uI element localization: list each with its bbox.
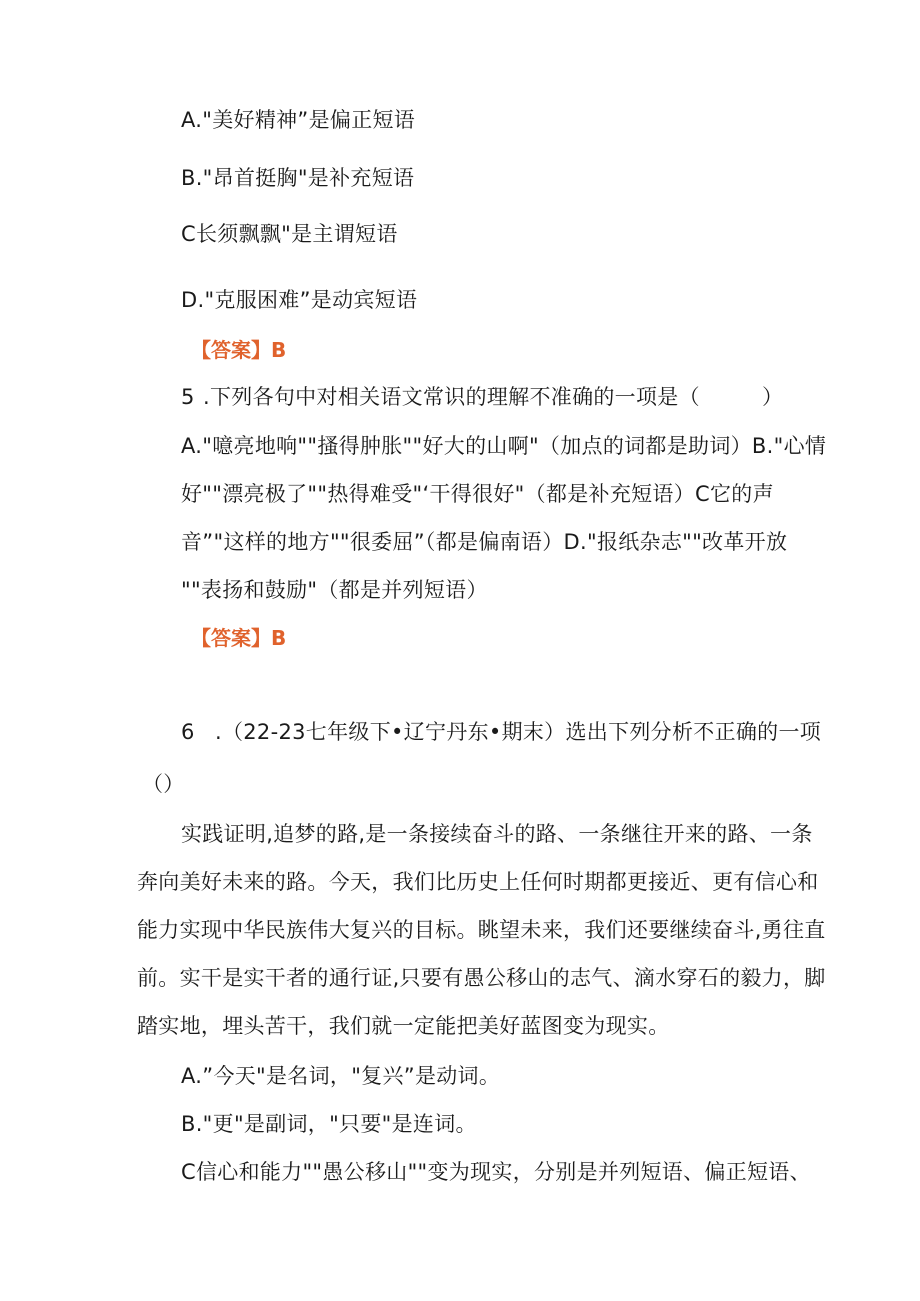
q6-number: 6 [181, 720, 195, 744]
q6-passage-line: 实践证明,追梦的路,是一条接续奋斗的路、一条继往开来的路、一条 [181, 822, 813, 846]
q6-option-a: A.”今天"是名词，"复兴”是动词。 [181, 1064, 501, 1088]
q4-option-d: D."克服困难”是动宾短语 [181, 288, 418, 312]
q4-option-c: C长须飘飘"是主谓短语 [181, 222, 398, 246]
q5-paren-close: ） [762, 385, 784, 409]
q5-text-line: 音”"这样的地方""很委屈”（都是偏南语）D."报纸杂志""改革开放 [181, 530, 788, 554]
q4-option-b: B."昂首挺胸"是补充短语 [181, 166, 415, 190]
q5-stem: .下列各句中对相关语文常识的理解不准确的一项是（ [203, 385, 700, 409]
q5-answer: 【答案】B [191, 626, 287, 650]
q6-passage-line: 前。实干是实干者的通行证,只要有愚公移山的志气、滴水穿石的毅力，脚 [137, 966, 826, 990]
q5-number: 5 [181, 385, 195, 409]
q5-text-line: A."噫亮地响""搔得肿胀""好大的山啊"（加点的词都是助词）B."心情 [181, 434, 827, 458]
q4-answer: 【答案】B [191, 338, 287, 362]
q6-passage-line: 奔向美好未来的路。今天，我们比历史上任何时期都更接近、更有信心和 [137, 870, 819, 894]
q6-option-c: C信心和能力""愚公移山""变为现实，分别是并列短语、偏正短语、 [181, 1160, 811, 1184]
q5-stem-line [181, 385, 700, 410]
q6-passage-line: 踏实地，埋头苦干，我们就一定能把美好蓝图变为现实。 [137, 1014, 670, 1038]
q4-option-a: A."美好精神”是偏正短语 [181, 108, 416, 132]
q6-passage-line: 能力实现中华民族伟大复兴的目标。眺望未来，我们还要继续奋斗,勇往直 [137, 918, 826, 942]
q6-paren: （） [142, 772, 185, 796]
q5-text-line: 好""漂亮极了""热得难受"‘干得很好"（都是补充短语）C它的声 [181, 482, 774, 506]
q6-stem: .（22-23七年级下•辽宁丹东•期末）选出下列分析不正确的一项 [215, 720, 822, 744]
q5-text-line: ""表扬和鼓励"（都是并列短语） [181, 578, 488, 602]
q6-stem-line [181, 720, 821, 745]
q6-option-b: B."更"是副词，"只要"是连词。 [181, 1112, 477, 1136]
